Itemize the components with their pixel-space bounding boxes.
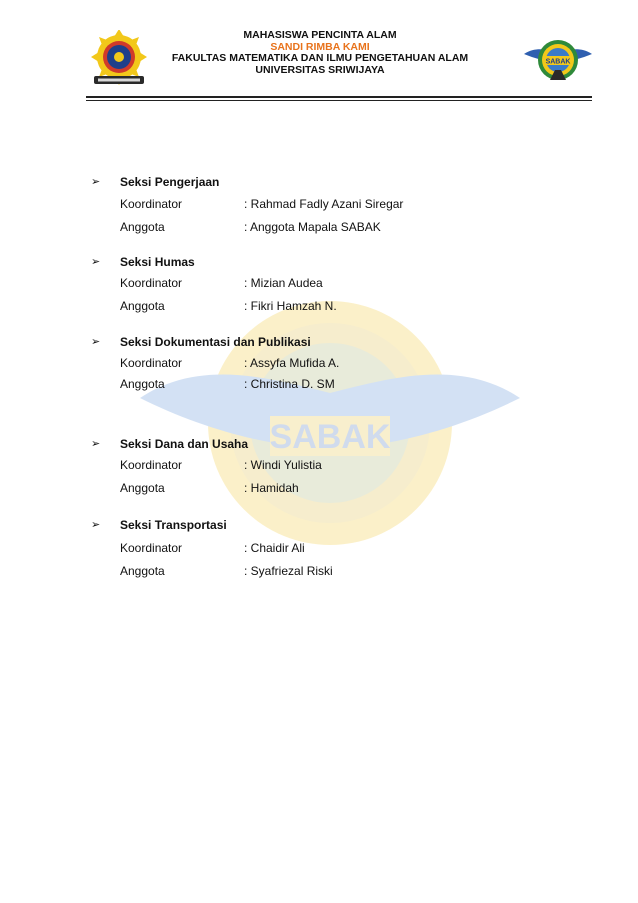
member-value: : Mizian Audea [244,276,323,290]
role-label: Koordinator [120,541,183,555]
emblem-text: SABAK [545,58,571,66]
university-name: UNIVERSITAS SRIWIJAYA [255,63,385,76]
org-name: MAHASISWA PENCINTA ALAM [243,29,397,41]
role-label: Anggota [120,220,165,234]
section-title: Seksi Humas [120,255,195,269]
member-value: : Fikri Hamzah N. [244,299,337,313]
org-motto: SANDI RIMBA KAMI [270,40,370,53]
member-value: : Assyfa Mufida A. [244,356,340,370]
role-label: Koordinator [120,356,183,370]
arrow-bullet-icon: ➢ [91,438,101,450]
section-title: Seksi Pengerjaan [120,175,220,189]
member-value: : Hamidah [244,481,299,495]
role-label: Anggota [120,299,165,313]
member-value: : Christina D. SM [244,377,335,391]
role-label: Koordinator [120,197,183,211]
member-value: : Anggota Mapala SABAK [244,220,381,234]
member-value: : Chaidir Ali [244,541,305,555]
role-label: Anggota [120,377,165,391]
arrow-bullet-icon: ➢ [91,519,101,531]
member-value: : Windi Yulistia [244,458,322,472]
section-title: Seksi Transportasi [120,518,227,532]
member-value: : Syafriezal Riski [244,564,333,578]
member-value: : Rahmad Fadly Azani Siregar [244,197,404,211]
role-label: Koordinator [120,458,183,472]
section-title: Seksi Dokumentasi dan Publikasi [120,335,311,349]
arrow-bullet-icon: ➢ [91,256,101,268]
section-title: Seksi Dana dan Usaha [120,437,249,451]
arrow-bullet-icon: ➢ [91,176,101,188]
faculty-name: FAKULTAS MATEMATIKA DAN ILMU PENGETAHUAN ALAM [171,52,469,64]
arrow-bullet-icon: ➢ [91,336,101,348]
role-label: Anggota [120,481,165,495]
role-label: Koordinator [120,276,183,290]
role-label: Anggota [120,564,165,578]
watermark-text: SABAK [269,418,391,456]
